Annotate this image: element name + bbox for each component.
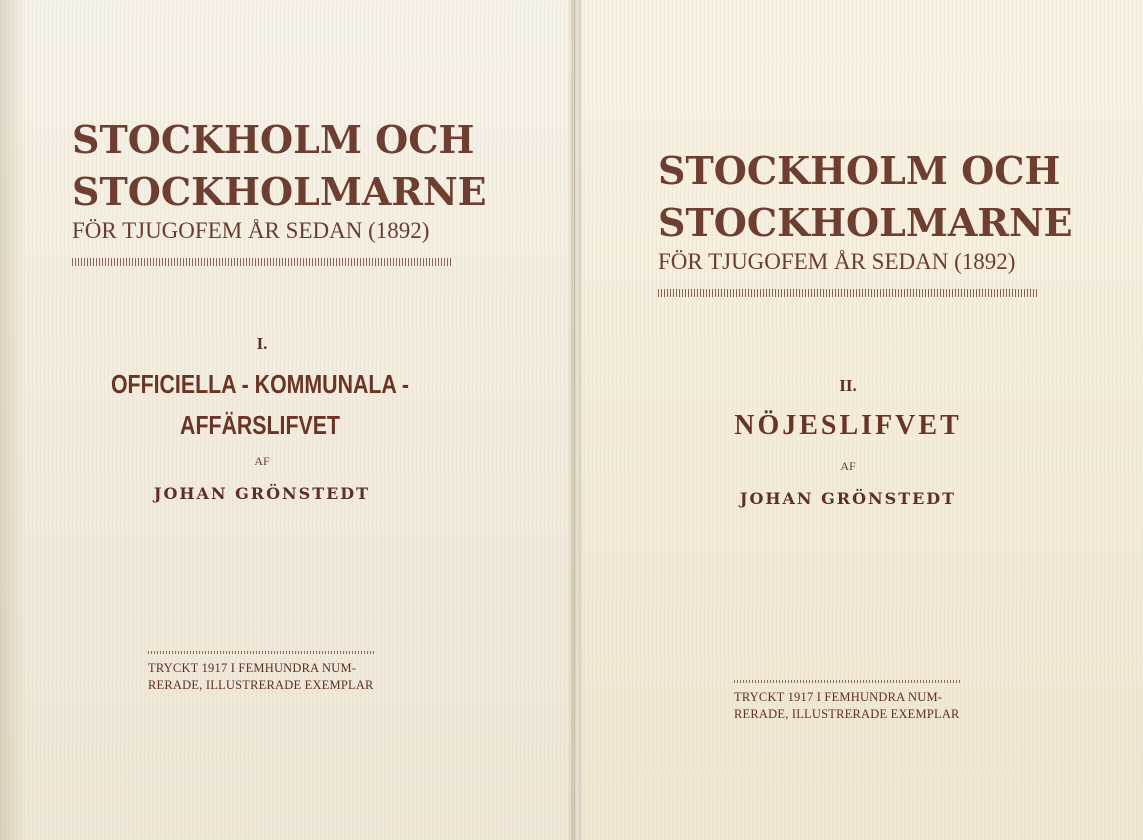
right-af-label: AF — [840, 459, 856, 473]
left-title-rule — [72, 258, 452, 266]
left-author: JOHAN GRÖNSTEDT — [153, 484, 371, 503]
left-volume-number: I. — [256, 334, 268, 353]
right-subtitle: FÖR TJUGOFEM ÅR SEDAN (1892) — [658, 249, 1016, 274]
left-section-title-line-1: OFFICIELLA - KOMMUNALA - — [110, 369, 410, 399]
left-section-title-line-2: AFFÄRSLIFVET — [180, 410, 340, 440]
right-author: JOHAN GRÖNSTEDT — [739, 489, 957, 508]
cover-gap-shadow — [568, 0, 582, 840]
right-section-title: NÖJESLIFVET — [734, 410, 962, 441]
right-title-rule — [658, 289, 1038, 297]
left-print-note-line-1: TRYCKT 1917 I FEMHUNDRA NUM- — [148, 661, 357, 675]
right-print-note-line-2: RERADE, ILLUSTRERADE EXEMPLAR — [734, 707, 960, 721]
left-title-line-1: STOCKHOLM OCH — [72, 117, 475, 162]
right-print-note-line-1: TRYCKT 1917 I FEMHUNDRA NUM- — [734, 690, 943, 704]
left-title-block — [72, 114, 487, 266]
right-volume-number: II. — [839, 376, 857, 395]
left-subtitle: FÖR TJUGOFEM ÅR SEDAN (1892) — [72, 218, 430, 243]
left-print-note-line-2: RERADE, ILLUSTRERADE EXEMPLAR — [148, 678, 374, 692]
right-book-cover — [578, 0, 1143, 840]
right-title-line-1: STOCKHOLM OCH — [658, 148, 1061, 193]
right-title-block — [658, 145, 1073, 297]
left-title-line-2: STOCKHOLMARNE — [72, 169, 487, 214]
right-title-line-2: STOCKHOLMARNE — [658, 200, 1073, 245]
left-cover-edge-shading — [0, 0, 26, 840]
right-print-rule — [734, 680, 960, 683]
left-print-rule — [148, 651, 374, 654]
left-af-label: AF — [254, 454, 270, 468]
